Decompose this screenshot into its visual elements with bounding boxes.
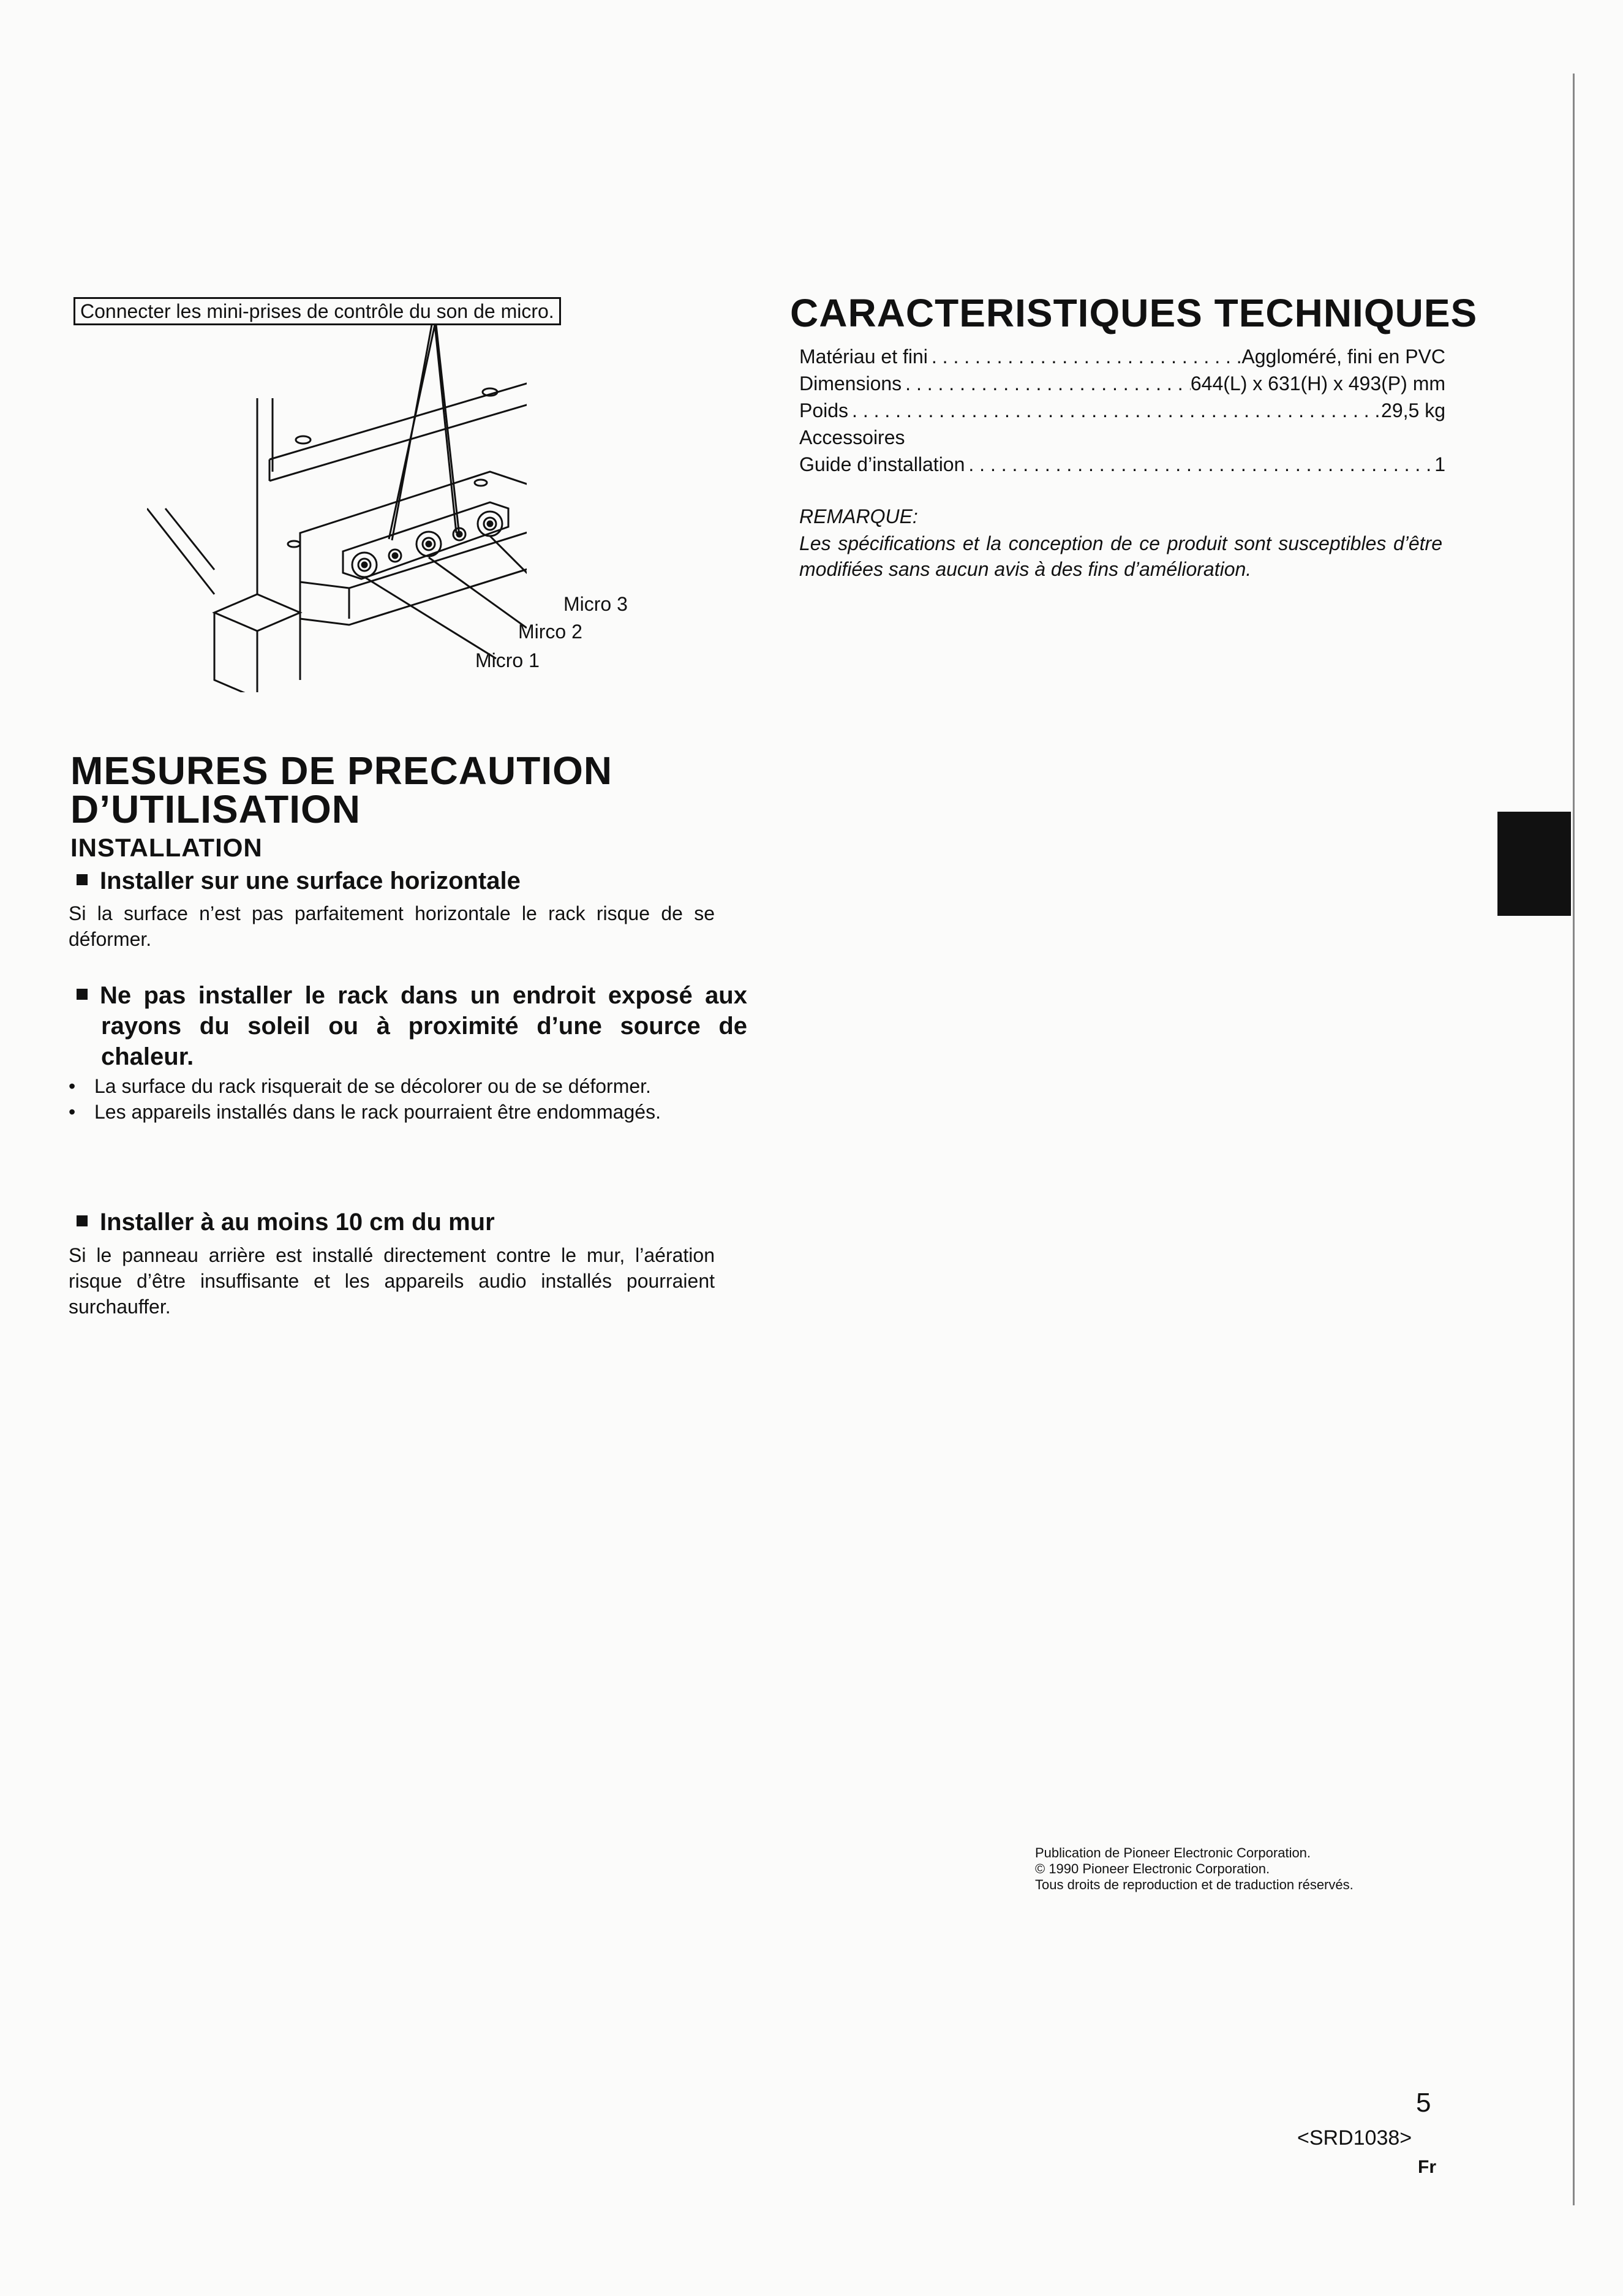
- label-micro-2: Mirco 2: [518, 621, 582, 643]
- precaution-bullets-2: [69, 1073, 715, 1125]
- figure-caption: Connecter les mini-prises de contrôle du son de micro.: [73, 297, 561, 325]
- spec-value: 644(L) x 631(H) x 493(P) mm: [1190, 372, 1445, 395]
- heading-text: Ne pas installer le rack dans un endroit exposé aux rayons du soleil ou à proximité d’une source de chaleur.: [100, 982, 747, 1070]
- list-item: • La surface du rack risquerait de se décolorer ou de se déformer.: [69, 1073, 715, 1099]
- document-code: <SRD1038>: [1297, 2126, 1412, 2150]
- label-micro-3: Micro 3: [563, 593, 628, 615]
- heading-text: Installer à au moins 10 cm du mur: [100, 1209, 495, 1236]
- spec-row: [799, 397, 1445, 424]
- spec-label: Guide d’installation: [799, 453, 965, 475]
- precautions-title-line2: D’UTILISATION: [70, 787, 361, 831]
- heading-text: Installer sur une surface horizontale: [100, 867, 521, 894]
- spec-label: Matériau et fini: [799, 346, 928, 368]
- rack-connector-diagram: [147, 325, 527, 692]
- spec-row: [799, 451, 1445, 478]
- installation-subtitle: INSTALLATION: [70, 833, 263, 862]
- spec-label: Poids: [799, 399, 849, 421]
- precaution-text-3: Si le panneau arrière est installé directement contre le mur, l’aération risque d’être insuffisante et les appareils audio installés pourraient surchauffer.: [69, 1244, 715, 1318]
- spec-leader: [848, 397, 1381, 424]
- accessories-label: Accessoires: [799, 426, 905, 448]
- specs-list: [799, 343, 1445, 478]
- precautions-title-line1: MESURES DE PRECAUTION: [70, 749, 613, 793]
- spec-leader: [928, 343, 1242, 370]
- precaution-text-1: Si la surface n’est pas parfaitement horizontale le rack risque de se déformer.: [69, 902, 715, 950]
- publication-notice: [1035, 1845, 1354, 1893]
- note-title: REMARQUE:: [799, 505, 918, 527]
- language-code: Fr: [1418, 2157, 1436, 2177]
- spec-value: 29,5 kg: [1381, 399, 1445, 421]
- precaution-heading-1: [77, 866, 726, 896]
- section-tab-marker: [1497, 812, 1571, 916]
- spec-label: Dimensions: [799, 372, 902, 395]
- publication-line: Tous droits de reproduction et de traduction réservés.: [1035, 1877, 1354, 1892]
- spec-leader: [965, 451, 1434, 478]
- spec-accessories-label: [799, 424, 1445, 451]
- square-bullet-icon: [77, 989, 88, 1000]
- spec-value: 1: [1434, 453, 1445, 475]
- note-text: Les spécifications et la conception de ce produit sont susceptibles d’être modifiées sans aucun avis à des fins d’amélioration.: [799, 532, 1442, 580]
- publication-line: Publication de Pioneer Electronic Corporation.: [1035, 1845, 1311, 1860]
- page-number: 5: [1416, 2088, 1431, 2118]
- label-micro-1: Micro 1: [475, 649, 540, 671]
- square-bullet-icon: [77, 874, 88, 885]
- specs-title: CARACTERISTIQUES TECHNIQUES: [790, 291, 1478, 335]
- precaution-heading-3: [77, 1207, 726, 1237]
- spec-value: Aggloméré, fini en PVC: [1241, 346, 1445, 368]
- spec-row: [799, 370, 1445, 397]
- spec-leader: [902, 370, 1191, 397]
- square-bullet-icon: [77, 1215, 88, 1226]
- spec-row: [799, 343, 1445, 370]
- page-edge-line: [1573, 74, 1575, 2205]
- publication-line: © 1990 Pioneer Electronic Corporation.: [1035, 1861, 1270, 1876]
- precaution-heading-2: [77, 980, 747, 1072]
- list-item: • Les appareils installés dans le rack pourraient être endommagés.: [69, 1099, 715, 1125]
